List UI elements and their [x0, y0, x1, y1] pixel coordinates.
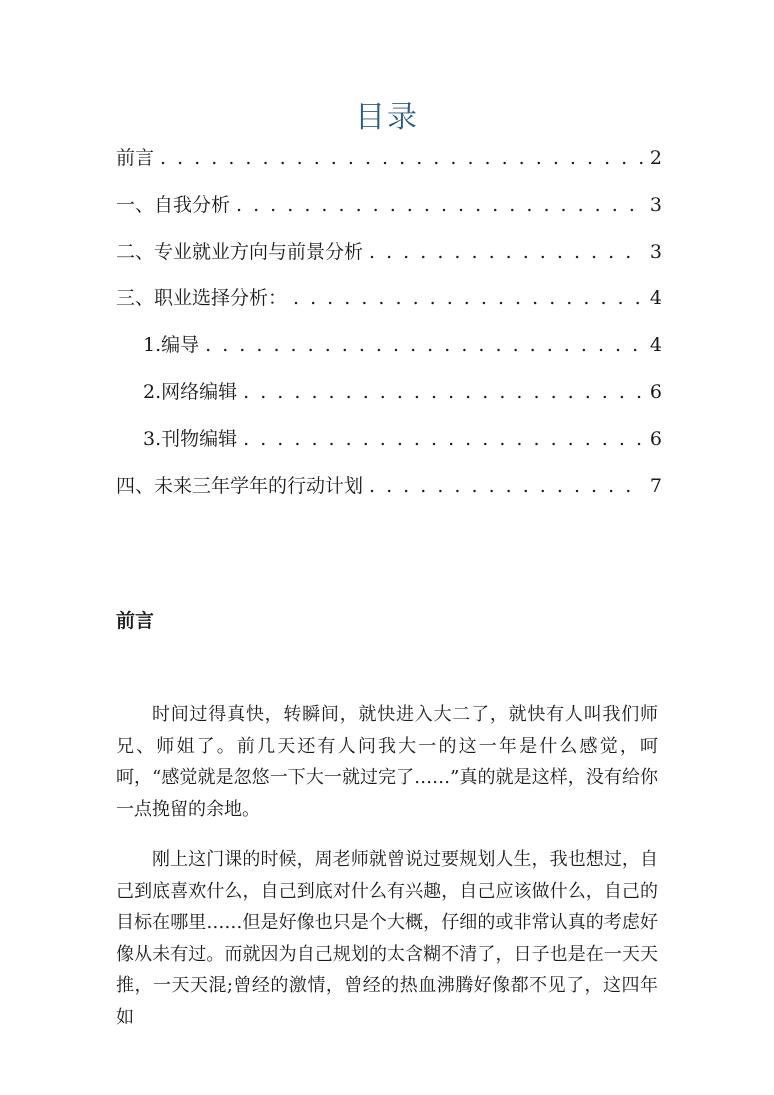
toc-entry-periodical-editor[interactable] — [116, 419, 662, 466]
toc-entry-page: 6 — [649, 380, 662, 403]
toc-entry-director[interactable] — [116, 325, 662, 372]
toc-leader-dots — [205, 325, 644, 365]
toc-entry-page: 3 — [649, 240, 662, 263]
toc-leader-dots — [236, 185, 644, 225]
toc-entry-web-editor[interactable] — [116, 372, 662, 419]
toc-entry-page: 2 — [649, 147, 662, 169]
preface-paragraph: 刚上这门课的时候，周老师就曾说过要规划人生，我也想过，自己到底喜欢什么，自己到底对什么有兴趣，自己应该做什么，自己的目标在哪里……但是好像也只是个大概，仔细的或非常认真的考虑好像从未有过。而就因为自己规划的太含糊不清了，日子也是在一天天推，一天天混;曾经的激情，曾经的热血沸腾好像都不见了，这四年如 — [116, 849, 658, 1028]
toc-entry-page: 7 — [649, 474, 662, 497]
toc-entry-label: 一、自我分析 — [116, 193, 231, 216]
toc-leader-dots — [369, 466, 644, 506]
toc-leader-dots — [369, 232, 644, 272]
toc-entry-preface[interactable] — [116, 138, 662, 185]
toc-entry-label: 二、专业就业方向与前景分析 — [116, 240, 364, 263]
toc-entry-page: 3 — [649, 193, 662, 216]
toc-leader-dots — [293, 278, 644, 318]
toc-title: 目录 — [355, 100, 419, 135]
toc-entry-action-plan[interactable] — [116, 466, 662, 513]
toc-entry-career-prospects[interactable] — [116, 232, 662, 279]
toc-entry-label: 四、未来三年学年的行动计划 — [116, 474, 364, 497]
toc-entry-page: 4 — [649, 334, 662, 357]
toc-entry-page: 4 — [649, 287, 662, 310]
preface-paragraph: 时间过得真快，转瞬间，就快进入大二了，就快有人叫我们师兄、师姐了。前几天还有人问我大一的这一年是什么感觉，呵呵，“感觉就是忽悠一下大一就过完了……”真的就是这样，没有给你一点挽留的余地。 — [116, 704, 658, 820]
table-of-contents — [116, 138, 662, 512]
toc-entry-label: 3.刊物编辑 — [143, 427, 238, 450]
toc-leader-dots — [243, 419, 644, 459]
toc-entry-page: 6 — [649, 427, 662, 450]
toc-leader-dots — [160, 138, 644, 178]
toc-entry-career-choice[interactable] — [116, 278, 662, 325]
preface-heading: 前言 — [116, 610, 155, 632]
toc-entry-label: 1.编导 — [143, 334, 200, 357]
toc-entry-label: 三、职业选择分析： — [116, 287, 288, 310]
toc-leader-dots — [243, 372, 644, 412]
toc-entry-label: 前言 — [116, 147, 155, 169]
toc-entry-self-analysis[interactable] — [116, 185, 662, 232]
toc-entry-label: 2.网络编辑 — [143, 380, 238, 403]
